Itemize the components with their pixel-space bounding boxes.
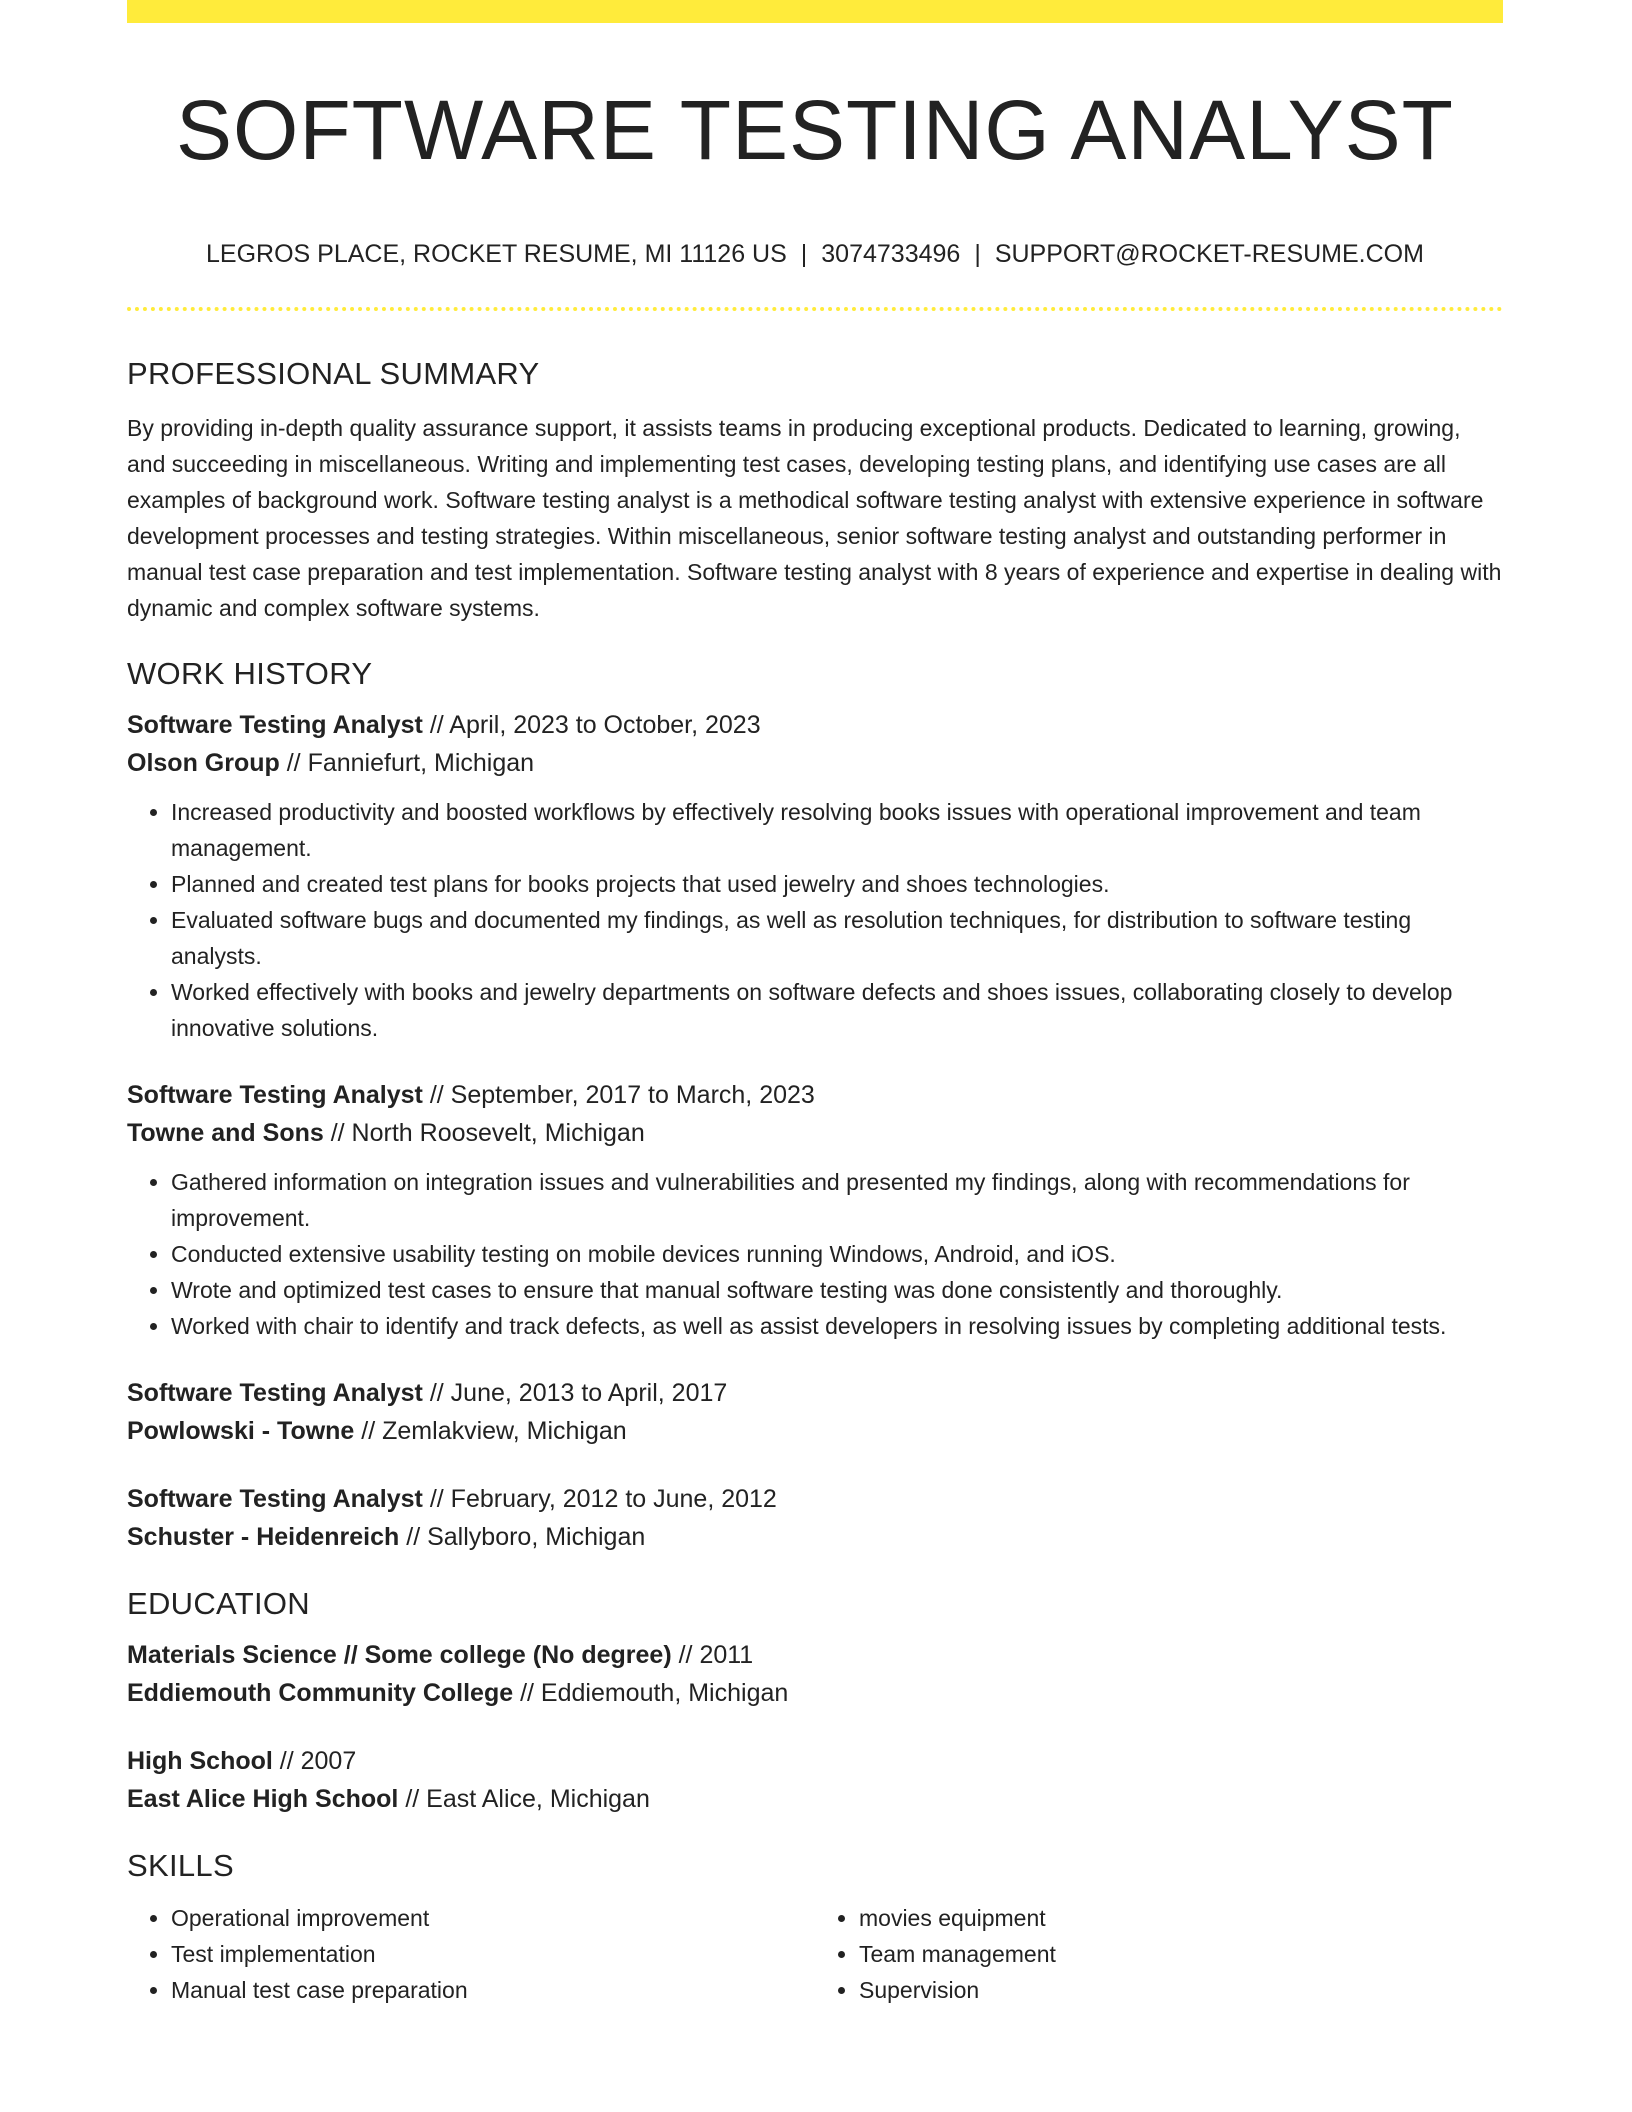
job-bullet: • Worked with chair to identify and track defects, as well as assist developers in resolving issues by completing additional tests. (171, 1308, 1503, 1344)
job-bullet: • Evaluated software bugs and documented my findings, as well as resolution techniques, for distribution to software testing analysts. (171, 902, 1503, 974)
job-title-line (127, 1076, 1503, 1114)
section-heading: SKILLS (127, 1848, 234, 1883)
job-dates: // April, 2023 to October, 2023 (429, 711, 761, 739)
skill-item: • Operational improvement (171, 1900, 815, 1936)
section-heading: WORK HISTORY (127, 656, 373, 691)
summary-section (127, 352, 1503, 626)
job-location: // North Roosevelt, Michigan (330, 1119, 645, 1147)
contact-address: LEGROS PLACE, ROCKET RESUME, MI 11126 US (206, 240, 787, 268)
job-company: Schuster - Heidenreich (127, 1523, 400, 1551)
job-company: Towne and Sons (127, 1119, 324, 1147)
job-company: Powlowski - Towne (127, 1417, 355, 1445)
work-history-section (127, 652, 1503, 1556)
job-entry (127, 1480, 1503, 1556)
job-company-line (127, 1518, 1503, 1556)
job-title-line (127, 706, 1503, 744)
job-company-line (127, 1412, 1503, 1450)
job-entry (127, 1374, 1503, 1450)
job-bullet: • Planned and created test plans for books projects that used jewelry and shoes technologies. (171, 866, 1503, 902)
job-bullet: • Worked effectively with books and jewelry departments on software defects and shoes issues, collaborating closely to develop innovative solutions. (171, 974, 1503, 1046)
education-school: East Alice High School (127, 1785, 399, 1813)
education-degree: Materials Science // Some college (No degree) (127, 1641, 672, 1669)
job-title: Software Testing Analyst (127, 711, 423, 739)
job-title: Software Testing Analyst (127, 1485, 423, 1513)
education-school-line (127, 1780, 1503, 1818)
job-location: // Zemlakview, Michigan (361, 1417, 627, 1445)
education-degree-line (127, 1636, 1503, 1674)
summary-text: By providing in-depth quality assurance support, it assists teams in producing exceptional products. Dedicated to learning, growing, and succeeding in miscellaneous. Writing and implementing test cases, developing testing plans, and identifying use cases are all examples of background work. Software testing analyst is a methodical software testing analyst with extensive experience in software development processes and testing strategies. Within miscellaneous, senior software testing analyst and outstanding performer in manual test case preparation and test implementation. Software testing analyst with 8 years of experience and expertise in dealing with dynamic and complex software systems. (127, 415, 1502, 621)
skill-item: • movies equipment (859, 1900, 1503, 1936)
education-school: Eddiemouth Community College (127, 1679, 514, 1707)
education-degree: High School (127, 1747, 273, 1775)
job-company-line (127, 1114, 1503, 1152)
skill-item: • Team management (859, 1936, 1503, 1972)
contact-phone: 3074733496 (821, 240, 961, 268)
contact-separator: | (800, 240, 808, 268)
skills-section (127, 1844, 1503, 2008)
header-divider (127, 307, 1503, 311)
section-heading: EDUCATION (127, 1586, 310, 1621)
job-dates: // June, 2013 to April, 2017 (429, 1379, 728, 1407)
job-title: Software Testing Analyst (127, 1379, 423, 1407)
top-accent-bar (127, 0, 1503, 23)
contact-email: SUPPORT@ROCKET-RESUME.COM (994, 240, 1424, 268)
section-heading: PROFESSIONAL SUMMARY (127, 356, 540, 391)
education-year: // 2011 (678, 1641, 754, 1669)
education-entry (127, 1636, 1503, 1712)
job-bullet: • Gathered information on integration issues and vulnerabilities and presented my findings, along with recommendations for improvement. (171, 1164, 1503, 1236)
job-dates: // September, 2017 to March, 2023 (429, 1081, 815, 1109)
education-year: // 2007 (279, 1747, 357, 1775)
job-bullet: • Wrote and optimized test cases to ensure that manual software testing was done consistently and thoroughly. (171, 1272, 1503, 1308)
job-company-line (127, 744, 1503, 782)
job-location: // Fanniefurt, Michigan (286, 749, 535, 777)
job-location: // Sallyboro, Michigan (406, 1523, 646, 1551)
education-school-line (127, 1674, 1503, 1712)
resume-title: SOFTWARE TESTING ANALYST (176, 83, 1454, 177)
job-bullets (127, 794, 1503, 1046)
job-title-line (127, 1480, 1503, 1518)
skill-item: • Supervision (859, 1972, 1503, 2008)
resume-content (127, 352, 1503, 2008)
job-title: Software Testing Analyst (127, 1081, 423, 1109)
education-section (127, 1582, 1503, 1818)
education-degree-line (127, 1742, 1503, 1780)
contact-line (127, 238, 1503, 270)
job-entry (127, 1076, 1503, 1344)
skills-columns (127, 1900, 1503, 2008)
job-bullet: • Increased productivity and boosted workflows by effectively resolving books issues with operational improvement and team management. (171, 794, 1503, 866)
contact-separator: | (974, 240, 981, 268)
skills-list-right (815, 1900, 1503, 2008)
job-bullets (127, 1164, 1503, 1344)
job-dates: // February, 2012 to June, 2012 (429, 1485, 777, 1513)
job-company: Olson Group (127, 749, 280, 777)
education-location: // East Alice, Michigan (405, 1785, 650, 1813)
education-entry (127, 1742, 1503, 1818)
skills-list-left (127, 1900, 815, 2008)
skill-item: • Test implementation (171, 1936, 815, 1972)
skill-item: • Manual test case preparation (171, 1972, 815, 2008)
job-bullet: • Conducted extensive usability testing on mobile devices running Windows, Android, and iOS. (171, 1236, 1503, 1272)
education-location: // Eddiemouth, Michigan (520, 1679, 789, 1707)
job-title-line (127, 1374, 1503, 1412)
job-entry (127, 706, 1503, 1046)
